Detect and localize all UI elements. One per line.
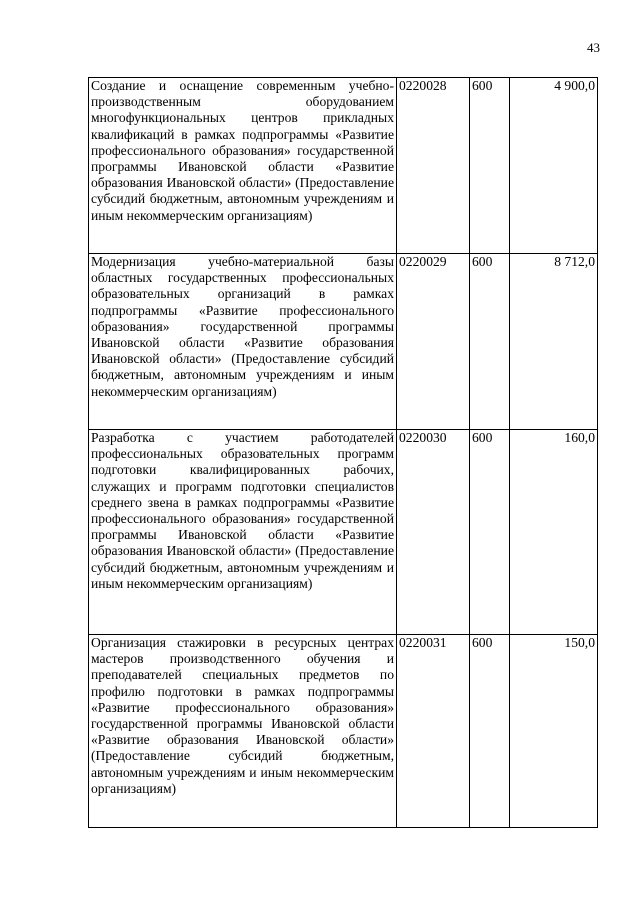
table-row xyxy=(89,430,598,635)
row-expense-type: 600 xyxy=(470,430,510,635)
row-amount: 8 712,0 xyxy=(510,254,598,430)
row-expense-type: 600 xyxy=(470,78,510,254)
row-amount: 4 900,0 xyxy=(510,78,598,254)
table-row xyxy=(89,254,598,430)
row-description: Создание и оснащение современным учебно-производственным оборудованием многофункциональных центров прикладных квалификаций в рамках подпрограммы «Развитие профессионального образования» государственной программы Ивановской области «Развитие образования Ивановской области» (Предоставление субсидий бюджетным, автономным учреждениям и иным некоммерческим организациям) xyxy=(89,78,397,254)
row-description: Модернизация учебно-материальной базы областных государственных профессиональных образовательных организаций в рамках подпрограммы «Развитие профессионального образования» государственной программы Ивановской области «Развитие образования Ивановской области» (Предоставление субсидий бюджетным, автономным учреждениям и иным некоммерческим организациям) xyxy=(89,254,397,430)
row-description: Разработка с участием работодателей профессиональных образовательных программ подготовки квалифицированных рабочих, служащих и программ подготовки специалистов среднего звена в рамках подпрограммы «Развитие профессионального образования» государственной программы Ивановской области «Развитие образования Ивановской области» (Предоставление субсидий бюджетным, автономным учреждениям и иным некоммерческим организациям) xyxy=(89,430,397,635)
row-expense-type: 600 xyxy=(470,254,510,430)
table-row xyxy=(89,78,598,254)
row-amount: 150,0 xyxy=(510,635,598,828)
row-target-code: 0220029 xyxy=(397,254,470,430)
row-target-code: 0220031 xyxy=(397,635,470,828)
row-target-code: 0220030 xyxy=(397,430,470,635)
budget-table xyxy=(88,77,598,828)
table-row xyxy=(89,635,598,828)
row-amount: 160,0 xyxy=(510,430,598,635)
row-description: Организация стажировки в ресурсных центрах мастеров производственного обучения и преподавателей специальных предметов по профилю подготовки в рамках подпрограммы «Развитие профессионального образования» государственной программы Ивановской области «Развитие образования Ивановской области» (Предоставление субсидий бюджетным, автономным учреждениям и иным некоммерческим организациям) xyxy=(89,635,397,828)
page-number: 43 xyxy=(587,40,600,55)
row-target-code: 0220028 xyxy=(397,78,470,254)
row-expense-type: 600 xyxy=(470,635,510,828)
